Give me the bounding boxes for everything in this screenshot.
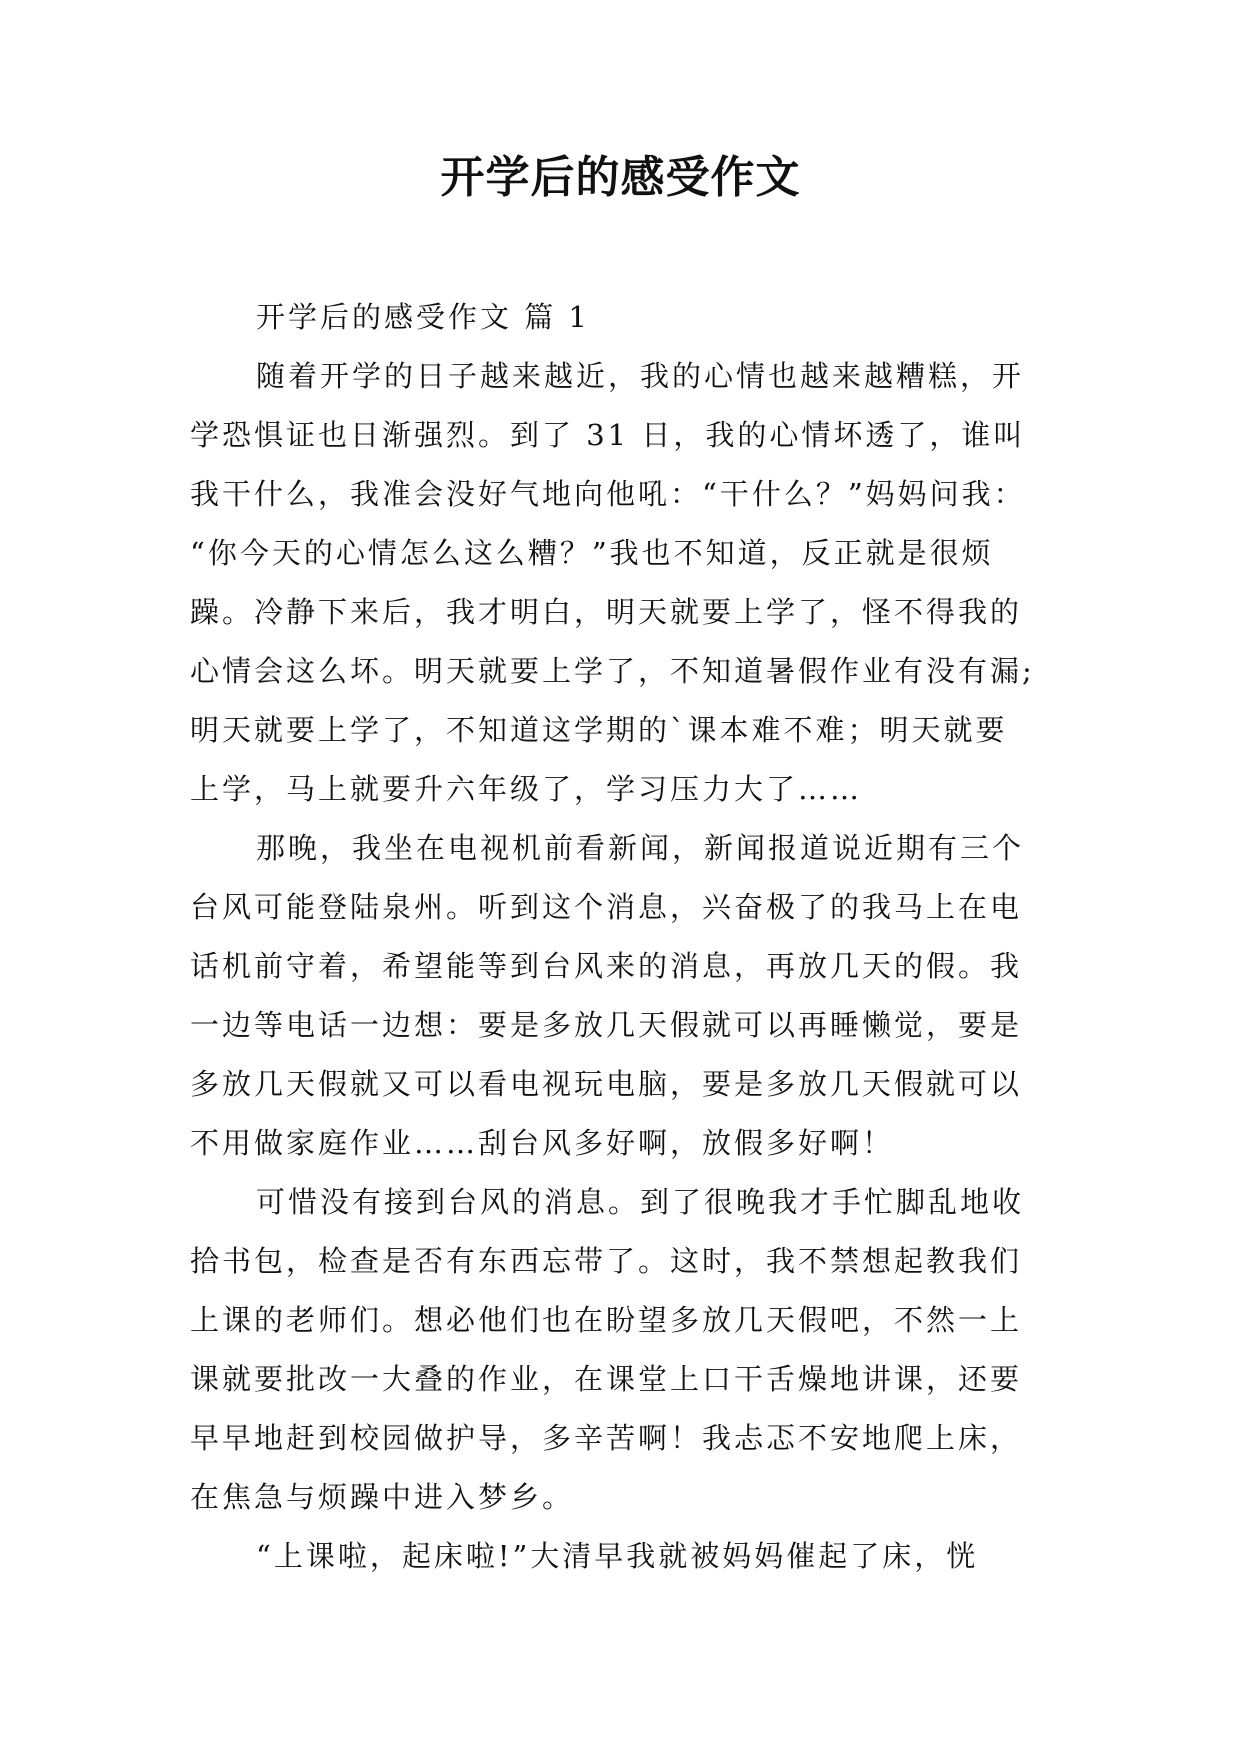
body-text-line: 台风可能登陆泉州。听到这个消息，兴奋极了的我马上在电 bbox=[190, 890, 1023, 924]
body-text-line: 话机前守着，希望能等到台风来的消息，再放几天的假。我 bbox=[190, 949, 1023, 983]
body-text-line: 上学，马上就要升六年级了，学习压力大了…… bbox=[190, 772, 863, 806]
document-body bbox=[190, 288, 1050, 1586]
body-text-line: 不用做家庭作业……刮台风多好啊，放假多好啊！ bbox=[190, 1126, 895, 1160]
body-text-line: 明天就要上学了，不知道这学期的`课本难不难；明天就要 bbox=[190, 713, 1008, 747]
body-text-line: 我干什么，我准会没好气地向他吼：“干什么？”妈妈问我： bbox=[190, 477, 1026, 511]
body-text-line: 躁。冷静下来后，我才明白，明天就要上学了，怪不得我的 bbox=[190, 595, 1023, 629]
body-text-line: 早早地赶到校园做护导，多辛苦啊！我忐忑不安地爬上床， bbox=[190, 1421, 1023, 1455]
body-text-line: 在焦急与烦躁中进入梦乡。 bbox=[190, 1480, 575, 1514]
document-title: 开学后的感受作文 bbox=[440, 152, 801, 203]
body-text-line: 开学后的感受作文 篇 1 bbox=[256, 300, 590, 334]
body-text-line: 一边等电话一边想：要是多放几天假就可以再睡懒觉，要是 bbox=[190, 1008, 1023, 1042]
body-text-line: 多放几天假就又可以看电视玩电脑，要是多放几天假就可以 bbox=[190, 1067, 1023, 1101]
body-text-line: 拾书包，检查是否有东西忘带了。这时，我不禁想起教我们 bbox=[190, 1244, 1023, 1278]
body-text-line: 学恐惧证也日渐强烈。到了 31 日，我的心情坏透了，谁叫 bbox=[190, 418, 1026, 452]
body-text-line: 随着开学的日子越来越近，我的心情也越来越糟糕，开 bbox=[256, 359, 1025, 393]
body-text-line: “上课啦，起床啦!”大清早我就被妈妈催起了床，恍 bbox=[256, 1539, 979, 1573]
body-text-line: 课就要批改一大叠的作业，在课堂上口干舌燥地讲课，还要 bbox=[190, 1362, 1023, 1396]
body-text-line: 可惜没有接到台风的消息。到了很晚我才手忙脚乱地收 bbox=[256, 1185, 1025, 1219]
body-text-line: “你今天的心情怎么这么糟？”我也不知道，反正就是很烦 bbox=[190, 536, 994, 570]
body-text-line: 心情会这么坏。明天就要上学了，不知道暑假作业有没有漏; bbox=[190, 654, 1035, 688]
body-text-line: 那晚，我坐在电视机前看新闻，新闻报道说近期有三个 bbox=[256, 831, 1025, 865]
body-text-line: 上课的老师们。想必他们也在盼望多放几天假吧，不然一上 bbox=[190, 1303, 1023, 1337]
